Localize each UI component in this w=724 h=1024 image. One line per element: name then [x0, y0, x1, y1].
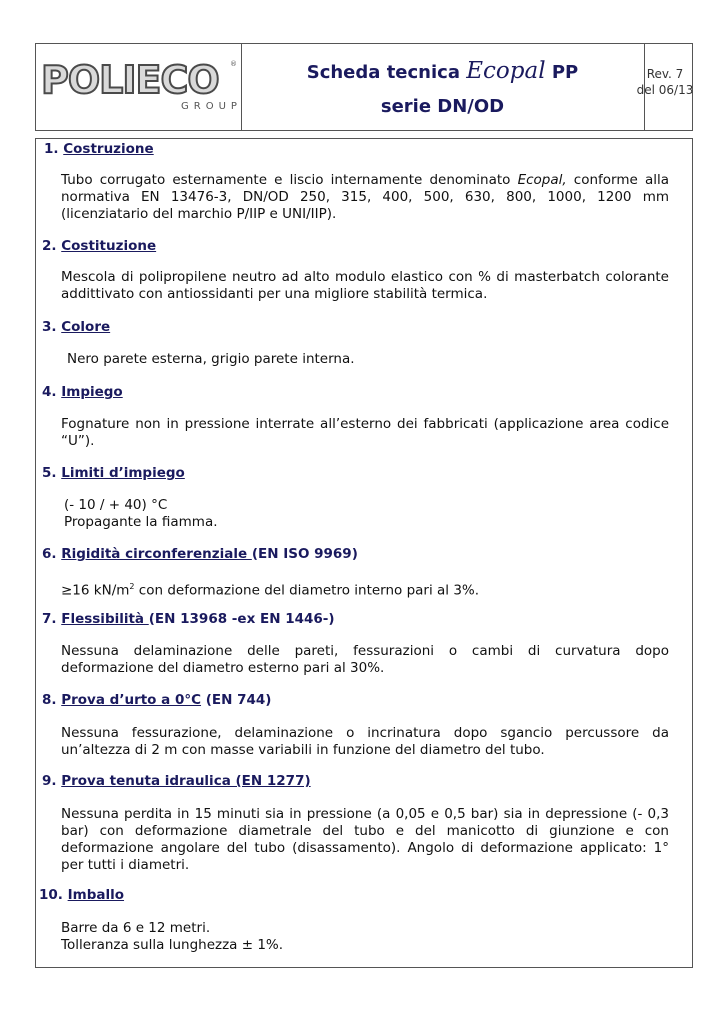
section-heading: [42, 319, 110, 335]
section-number: 9.: [42, 773, 57, 789]
section-number: 8.: [42, 692, 57, 708]
section-text: Tubo corrugato esternamente e liscio internamente denominato Ecopal, conforme alla normativa EN 13476-3, DN/OD 250, 315, 400, 500, 630, 800, 1000, 1200 mm (licenziatario del marchio P/IIP e UNI/IIP).: [61, 172, 669, 222]
document-body: [35, 138, 693, 968]
title-suffix: PP: [551, 62, 579, 83]
section-number: 7.: [42, 611, 57, 627]
polieco-logo: [41, 58, 242, 112]
title-cell: [241, 44, 645, 130]
revision-number: Rev. 7: [646, 67, 684, 81]
title-brand: Ecopal: [466, 58, 546, 84]
section-heading: [42, 773, 311, 789]
section-text: Nessuna perdita in 15 minuti sia in pressione (a 0,05 e 0,5 bar) sia in depressione (- 0,3 bar) con deformazione diametrale del tubo e del manicotto di giunzione e con deformazione angolare del tubo (disassamento). Angolo di deformazione applicato: 1° per tutti i diametri.: [61, 806, 669, 873]
section-text: Fognature non in pressione interrate all’esterno dei fabbricati (applicazione area codice “U”).: [61, 416, 669, 449]
section-number: 1.: [44, 141, 59, 157]
section-heading: [42, 692, 271, 708]
revision-date: del 06/13: [636, 83, 694, 97]
section-standard: (EN 13968 -ex EN 1446-): [148, 611, 335, 627]
section-heading: [42, 611, 335, 627]
section-standard: (EN ISO 9969): [251, 546, 358, 562]
section-heading: [42, 238, 156, 254]
section-title: Costruzione: [63, 141, 154, 157]
document-header: [35, 43, 693, 131]
section-title: Flessibilità: [61, 611, 149, 627]
section-text: Tolleranza sulla lunghezza ± 1%.: [61, 937, 284, 953]
section-title: Prova d’urto a 0°C: [61, 692, 202, 708]
revision-cell: [636, 44, 694, 130]
section-heading: [39, 887, 124, 903]
section-standard: (EN 744): [201, 692, 272, 708]
logo-wordmark: POLIECO: [41, 58, 219, 102]
section-title: Prova tenuta idraulica (EN 1277): [61, 773, 311, 789]
document-title: [241, 58, 644, 84]
section-text: Nessuna delaminazione delle pareti, fessurazioni o cambi di curvatura dopo deformazione del diametro esterno pari al 30%.: [61, 643, 669, 676]
section-heading: [42, 546, 358, 562]
logo-registered-mark: ®: [230, 60, 237, 68]
title-prefix: Scheda tecnica: [306, 62, 460, 83]
section-title: Colore: [61, 319, 111, 335]
section-text: ≥16 $kN/m^2$ con deformazione del diametro interno pari al 3%.: [61, 582, 480, 599]
section-heading: [44, 141, 154, 157]
section-text: (- 10 / + 40) °C: [64, 497, 168, 513]
section-title: Rigidità circonferenziale: [61, 546, 252, 562]
section-text: Mescola di polipropilene neutro ad alto modulo elastico con % di masterbatch colorante addittivato con antiossidanti per una migliore stabilità termica.: [61, 269, 669, 302]
logo-cell: [36, 44, 242, 130]
section-title: Imballo: [67, 887, 125, 903]
section-number: 4.: [42, 384, 57, 400]
section-number: 2.: [42, 238, 57, 254]
section-title: Costituzione: [61, 238, 157, 254]
section-text: Barre da 6 e 12 metri.: [61, 920, 211, 936]
section-text: Nero parete esterna, grigio parete interna.: [67, 351, 355, 367]
document-subtitle: serie DN/OD: [380, 96, 505, 117]
section-text: Nessuna fessurazione, delaminazione o incrinatura dopo sgancio percussore da un’altezza di 2 m con masse variabili in funzione del diametro del tubo.: [61, 725, 669, 758]
section-text: Propagante la fiamma.: [64, 514, 218, 530]
section-title: Limiti d’impiego: [61, 465, 185, 481]
section-number: 6.: [42, 546, 57, 562]
section-heading: [42, 465, 185, 481]
section-number: 10.: [39, 887, 63, 903]
section-number: 3.: [42, 319, 57, 335]
logo-group-text: GROUP: [181, 101, 242, 112]
section-title: Impiego: [61, 384, 123, 400]
section-heading: [42, 384, 123, 400]
section-number: 5.: [42, 465, 57, 481]
